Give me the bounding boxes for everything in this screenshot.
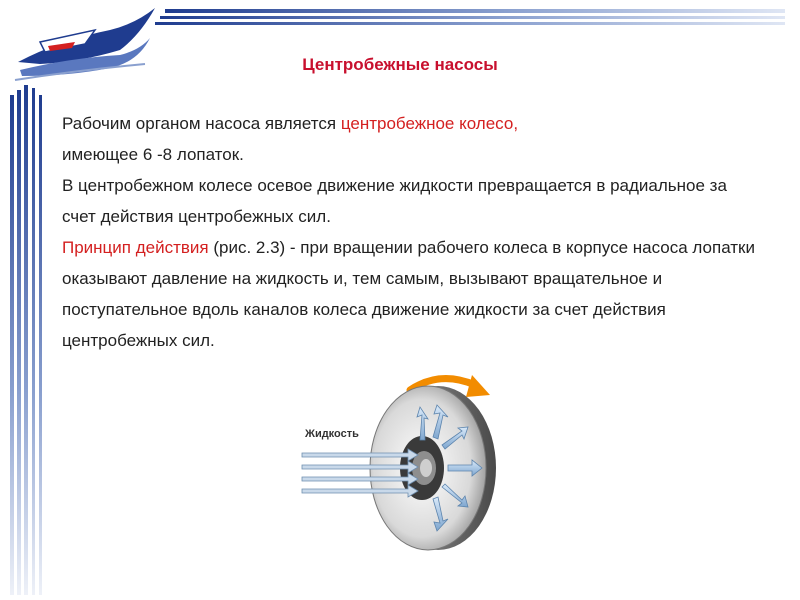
left-stripes: [10, 85, 42, 595]
hub-bore: [420, 459, 432, 477]
principle-text: (рис. 2.3) - при вращении рабочего колеса в корпусе насоса лопатки оказывают давление на жидкость и, тем самым, вызывают вращательное и поступательное вдоль каналов колеса движение жидкости за счет действия центробежных сил.: [62, 238, 755, 350]
figure-label-liquid: Жидкость: [305, 428, 359, 440]
impeller-figure: [290, 365, 510, 555]
principle-highlight: Принцип действия: [62, 238, 209, 257]
impeller-highlight: центробежное колесо,: [340, 114, 519, 133]
paragraph-principle: [62, 232, 762, 356]
slide-body: [62, 108, 762, 356]
slide-title: Центробежные насосы: [302, 55, 498, 74]
top-stripes: [155, 9, 785, 25]
rotation-arrowhead-icon: [466, 375, 490, 397]
paragraph-axial-to-radial: В центробежном колесе осевое движение жидкости превращается в радиальное за счет действия центробежных сил.: [62, 176, 727, 226]
paragraph-working-organ: [62, 108, 762, 170]
paragraph-working-organ-text: Рабочим органом насоса является: [62, 114, 341, 133]
blades-count-text: имеющее 6 -8 лопаток.: [62, 145, 244, 164]
